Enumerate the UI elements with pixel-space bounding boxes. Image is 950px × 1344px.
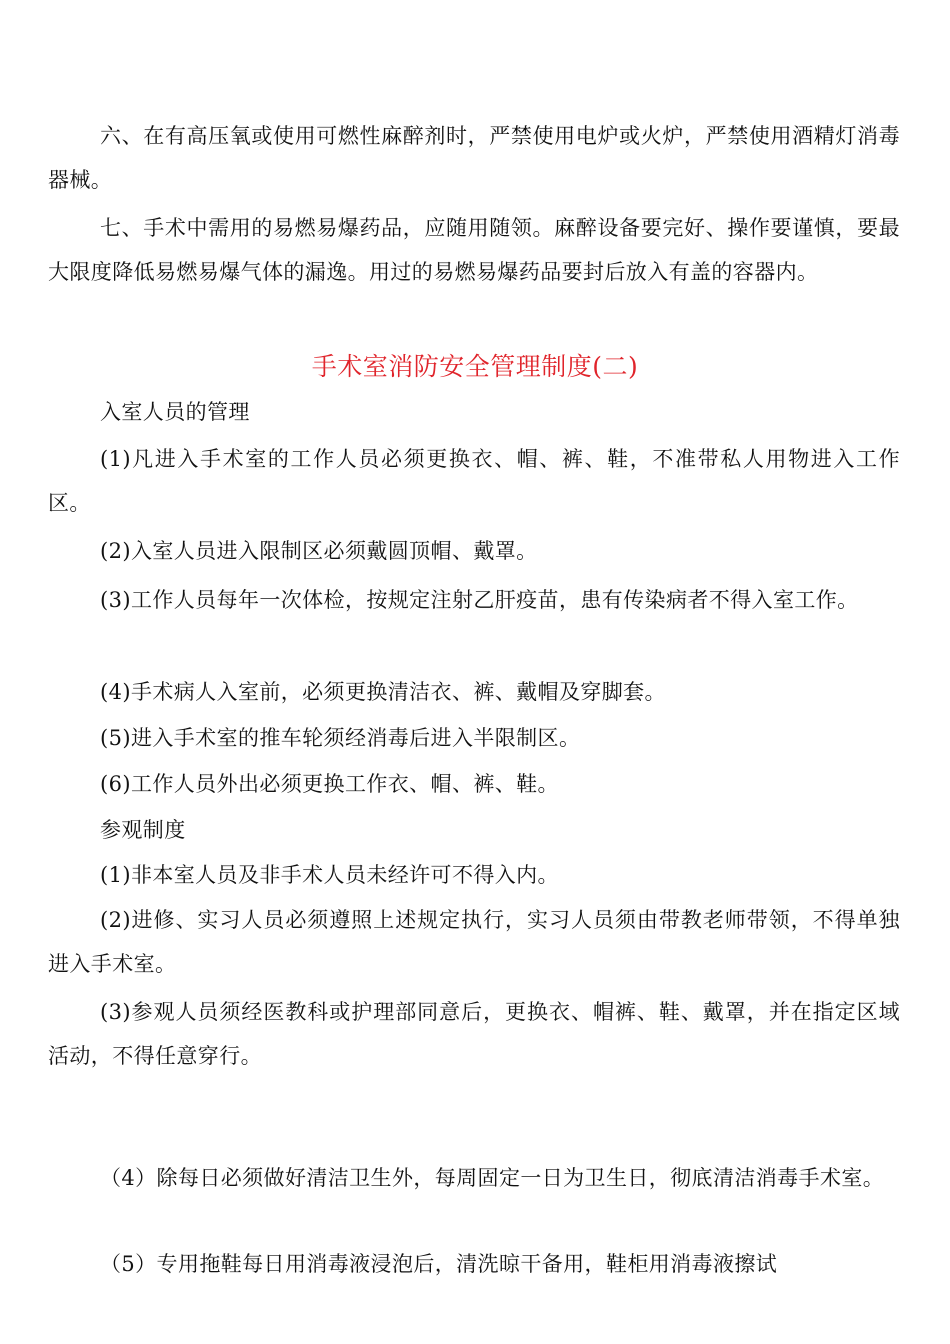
section-heading-entry-staff: 入室人员的管理	[100, 400, 250, 424]
page-title: 手术室消防安全管理制度(二)	[311, 352, 639, 381]
list-item: （5）专用拖鞋每日用消毒液浸泡后，清洗晾干备用，鞋柜用消毒液擦试	[100, 1252, 778, 1276]
list-item: (5)进入手术室的推车轮须经消毒后进入半限制区。	[100, 726, 581, 750]
section-heading-visit-rules: 参观制度	[100, 818, 186, 842]
list-item: (1)凡进入手术室的工作人员必须更换衣、帽、裤、鞋，不准带私人用物进入工作区。	[48, 447, 900, 515]
list-item: (3)参观人员须经医教科或护理部同意后，更换衣、帽裤、鞋、戴罩，并在指定区域活动，不得任意穿行。	[48, 1000, 900, 1068]
list-item: (4)手术病人入室前，必须更换清洁衣、裤、戴帽及穿脚套。	[100, 680, 666, 704]
list-item: (2)进修、实习人员必须遵照上述规定执行，实习人员须由带教老师带领，不得单独进入手术室。	[48, 908, 900, 976]
list-item: (2)入室人员进入限制区必须戴圆顶帽、戴罩。	[100, 539, 538, 563]
list-item: (6)工作人员外出必须更换工作衣、帽、裤、鞋。	[100, 772, 559, 796]
list-item: (1)非本室人员及非手术人员未经许可不得入内。	[100, 863, 559, 887]
paragraph-seven: 七、手术中需用的易燃易爆药品，应随用随领。麻醉设备要完好、操作要谨慎，要最大限度降低易燃易爆气体的漏逸。用过的易燃易爆药品要封后放入有盖的容器内。	[48, 216, 900, 284]
paragraph-six: 六、在有高压氧或使用可燃性麻醉剂时，严禁使用电炉或火炉，严禁使用酒精灯消毒器械。	[48, 124, 900, 192]
list-item: (3)工作人员每年一次体检，按规定注射乙肝疫苗，患有传染病者不得入室工作。	[100, 588, 859, 612]
list-item: （4）除每日必须做好清洁卫生外，每周固定一日为卫生日，彻底清洁消毒手术室。	[100, 1166, 885, 1190]
